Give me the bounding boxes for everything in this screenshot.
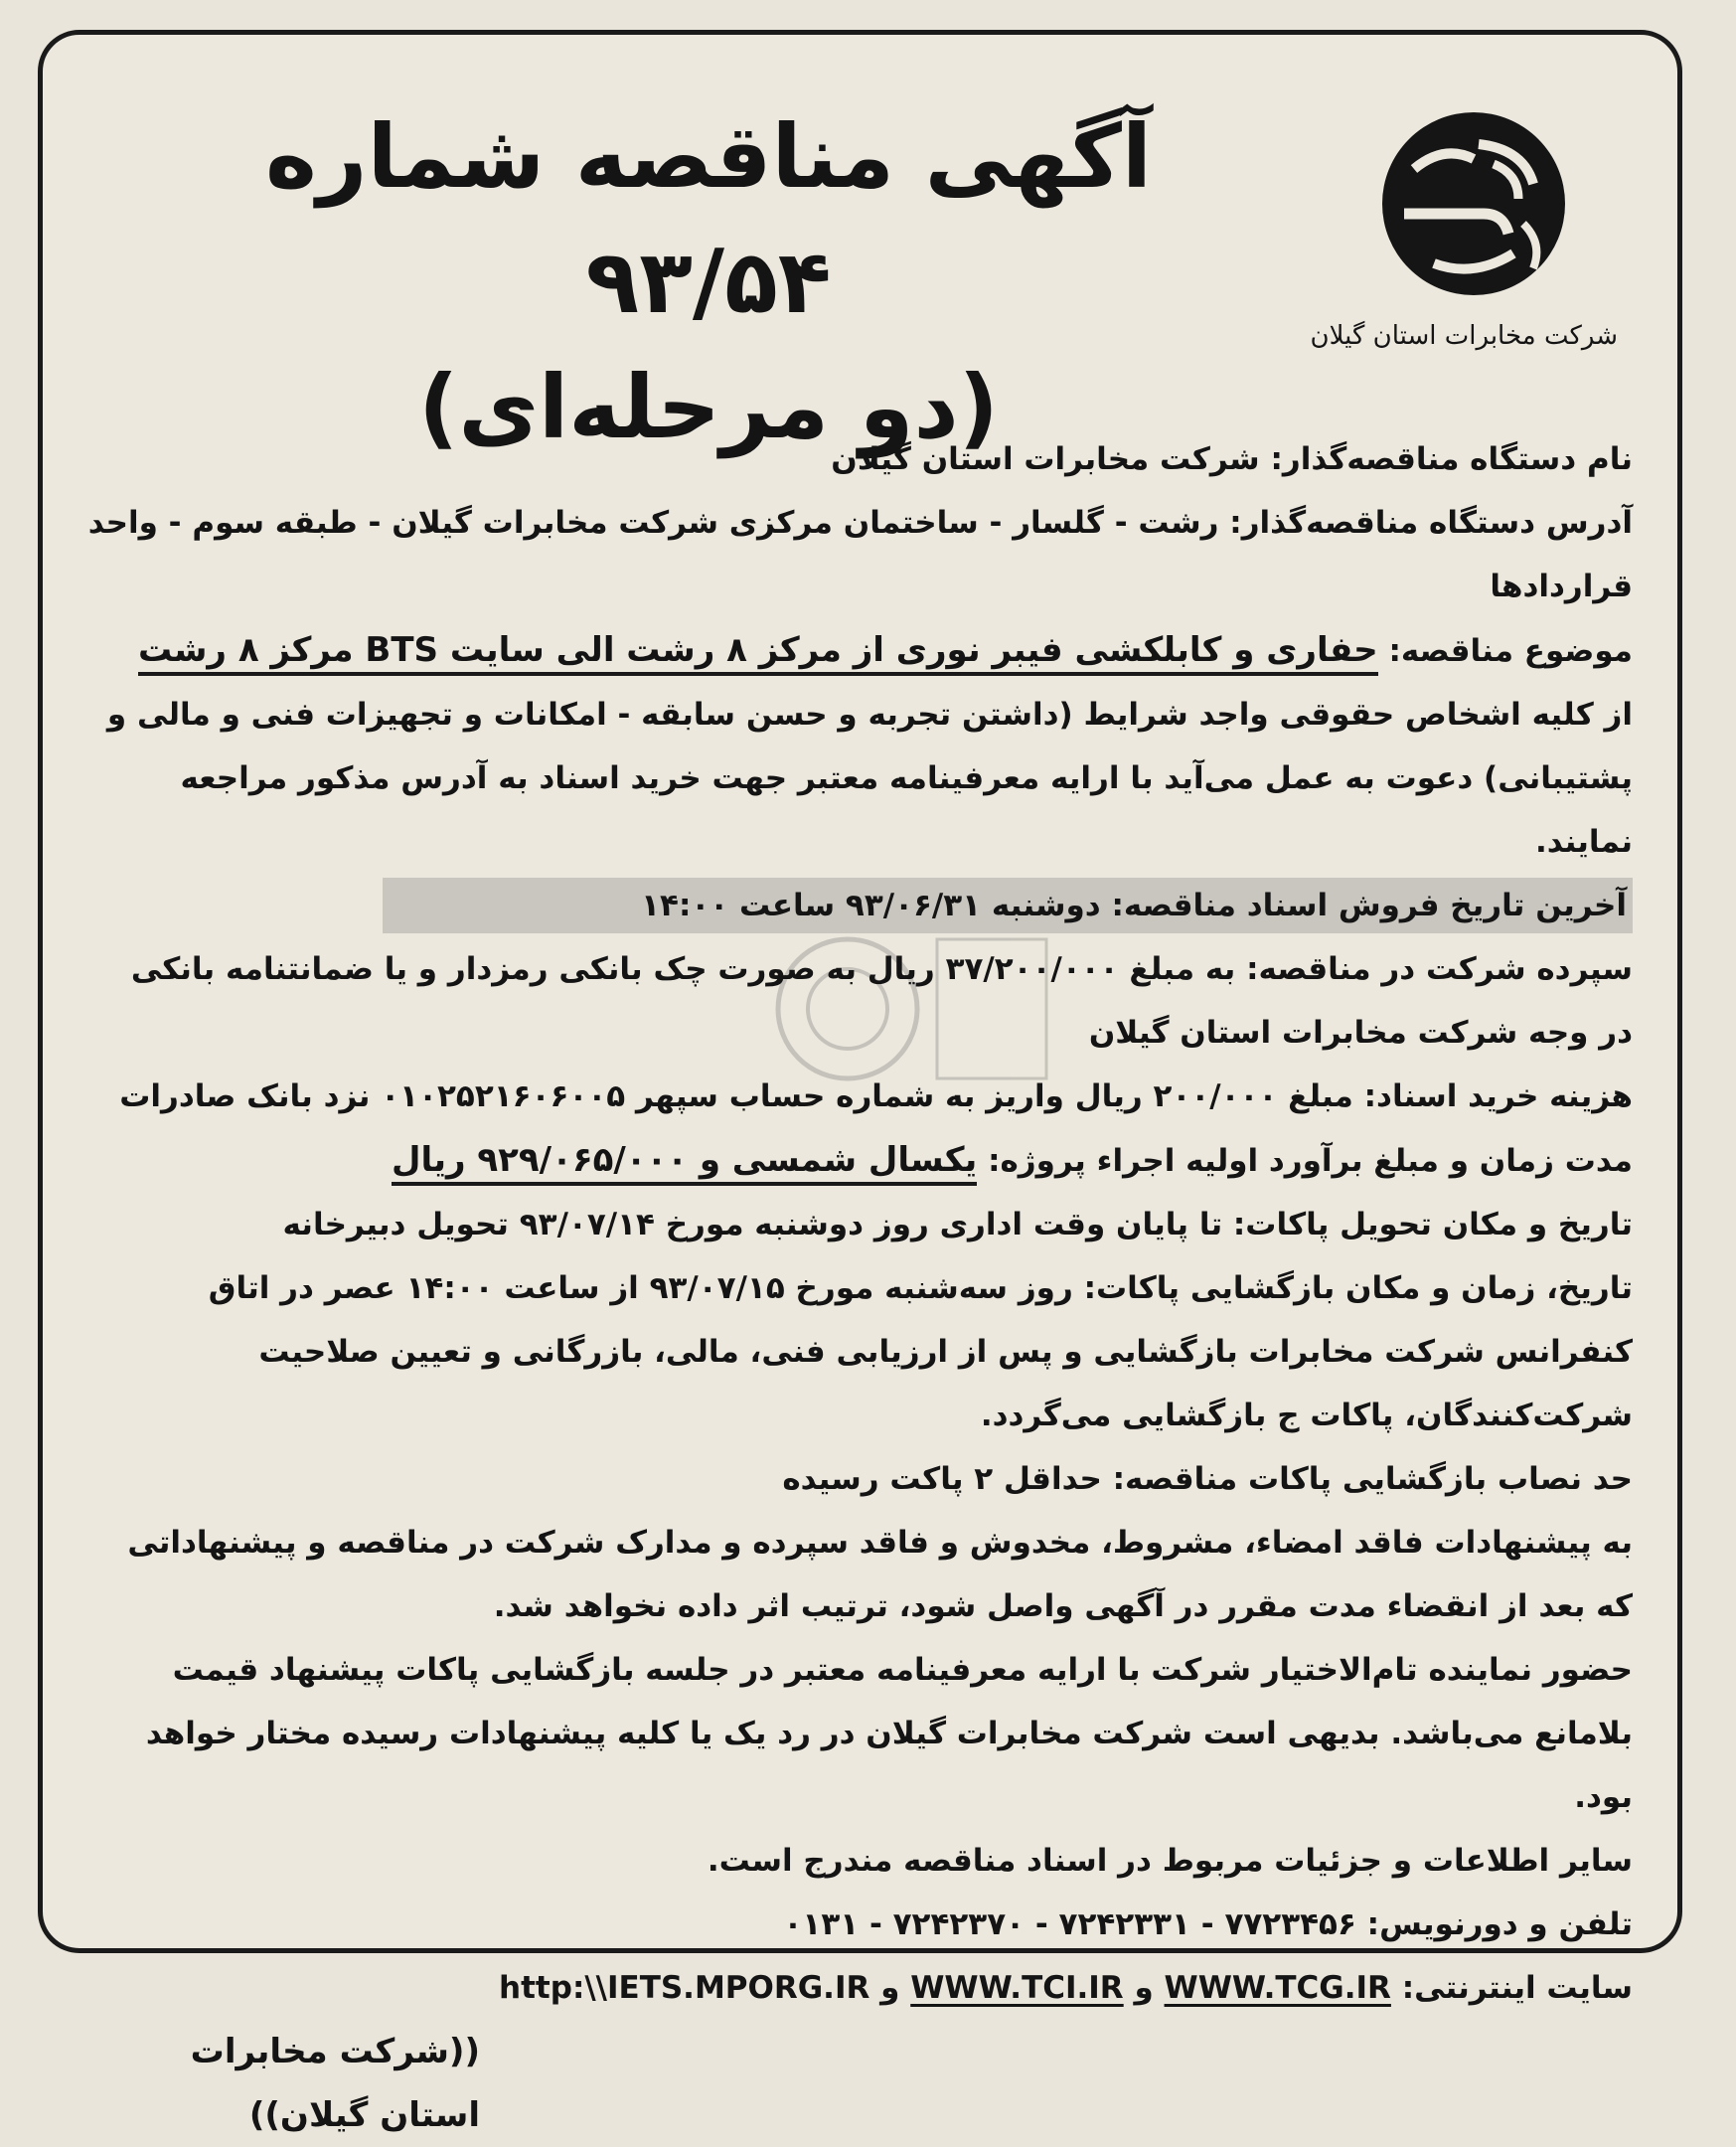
duration-value: یکسال شمسی و ۹۲۹/۰۶۵/۰۰۰ ریال xyxy=(392,1140,977,1186)
subject-value: حفاری و کابلکشی فیبر نوری از مرکز ۸ رشت الی سایت BTS مرکز ۸ رشت xyxy=(138,630,1378,676)
and-sep-2: و xyxy=(869,1970,911,2006)
and-sep-1: و xyxy=(1123,1970,1165,2006)
notice-title xyxy=(132,94,1285,470)
org-name-line: نام دستگاه مناقصه‌گذار: شرکت مخابرات استان گیلان xyxy=(831,441,1633,477)
quorum-line: حد نصاب بازگشایی پاکات مناقصه: حداقل ۲ پاکت رسیده xyxy=(782,1461,1633,1497)
other-info-line: سایر اطلاعات و جزئیات مربوط در اسناد مناقصه مندرج است. xyxy=(707,1843,1633,1879)
site-link-iets[interactable]: http:\\IETS.MPORG.IR xyxy=(499,1970,870,2006)
duration-line xyxy=(87,1128,1633,1193)
website-line xyxy=(87,1956,1633,2020)
rejection-line: به پیشنهادات فاقد امضاء، مشروط، مخدوش و فاقد سپرده و مدارک شرکت در مناقصه و پیشنهاداتی که بعد از انقضاء مدت مقرر در آگهی واصل شود، ترتیب اثر داده نخواهد شد. xyxy=(127,1525,1633,1624)
telecom-logo-icon xyxy=(1374,104,1573,303)
last-date-highlight: آخرین تاریخ فروش اسناد مناقصه: دوشنبه ۹۳/۰۶/۳۱ ساعت ۱۴:۰۰ xyxy=(383,878,1633,933)
last-date-line xyxy=(87,874,1633,937)
company-logo-block xyxy=(1310,104,1638,351)
signature: ((شرکت مخابرات استان گیلان)) xyxy=(190,2032,480,2135)
phone-line: تلفن و دورنویس: ۷۷۲۳۴۵۶ - ۷۲۴۲۳۳۱ - ۷۲۴۲۳۷۰ - ۰۱۳۱ xyxy=(783,1906,1633,1942)
doc-cost-line: هزینه خرید اسناد: مبلغ ۲۰۰/۰۰۰ ریال واریز به شماره حساب سپهر ۰۱۰۲۵۲۱۶۰۶۰۰۵ نزد بانک صادرات xyxy=(119,1078,1633,1114)
title-line-1: آگهی مناقصه شماره ۹۳/۵۴ xyxy=(264,105,1153,333)
opening-line: تاریخ، زمان و مکان بازگشایی پاکات: روز سه‌شنبه مورخ ۹۳/۰۷/۱۵ از ساعت ۱۴:۰۰ عصر در اتاق کنفرانس شرکت مخابرات بازگشایی و پس از ارزیابی فنی، مالی، بازرگانی و تعیین صلاحیت شرکت‌کنندگان، پاکات ج بازگشایی می‌گردد. xyxy=(208,1270,1633,1433)
invitation-line: از کلیه اشخاص حقوقی واجد شرایط (داشتن تجربه و حسن سابقه - امکانات و تجهیزات فنی و مالی و پشتیبانی) دعوت به عمل می‌آید با ارایه معرفینامه معتبر جهت خرید اسناد به آدرس مذکور مراجعه نمایند. xyxy=(106,697,1633,860)
delivery-line: تاریخ و مکان تحویل پاکات: تا پایان وقت اداری روز دوشنبه مورخ ۹۳/۰۷/۱۴ تحویل دبیرخانه xyxy=(282,1207,1633,1242)
address-line: آدرس دستگاه مناقصه‌گذار: رشت - گلسار - ساختمان مرکزی شرکت مخابرات گیلان - طبقه سوم - واحد قراردادها xyxy=(87,505,1633,604)
notice-body xyxy=(87,427,1633,2147)
title-line-2: (دو مرحله‌ای) xyxy=(418,356,999,458)
notice-frame xyxy=(38,30,1682,2135)
subject-line xyxy=(87,618,1633,683)
logo-caption: شرکت مخابرات استان گیلان xyxy=(1310,321,1618,351)
site-link-tci[interactable]: WWW.TCI.IR xyxy=(910,1970,1124,2006)
deposit-line: سپرده شرکت در مناقصه: به مبلغ ۳۷/۲۰۰/۰۰۰ ریال به صورت چک بانکی رمزدار و یا ضمانتنامه بانکی در وجه شرکت مخابرات استان گیلان xyxy=(130,951,1633,1051)
subject-label: موضوع مناقصه: xyxy=(1377,633,1633,669)
site-link-tcg[interactable]: WWW.TCG.IR xyxy=(1164,1970,1391,2006)
website-label: سایت اینترنتی: xyxy=(1390,1970,1633,2006)
duration-label: مدت زمان و مبلغ برآورد اولیه اجراء پروژه: xyxy=(977,1143,1633,1179)
attendance-line: حضور نماینده تام‌الاختیار شرکت با ارایه معرفینامه معتبر در جلسه بازگشایی پاکات پیشنهاد قیمت بلامانع می‌باشد. بدیهی است شرکت مخابرات گیلان در رد یک یا کلیه پیشنهادات رسیده مختار خواهد بود. xyxy=(145,1652,1633,1815)
